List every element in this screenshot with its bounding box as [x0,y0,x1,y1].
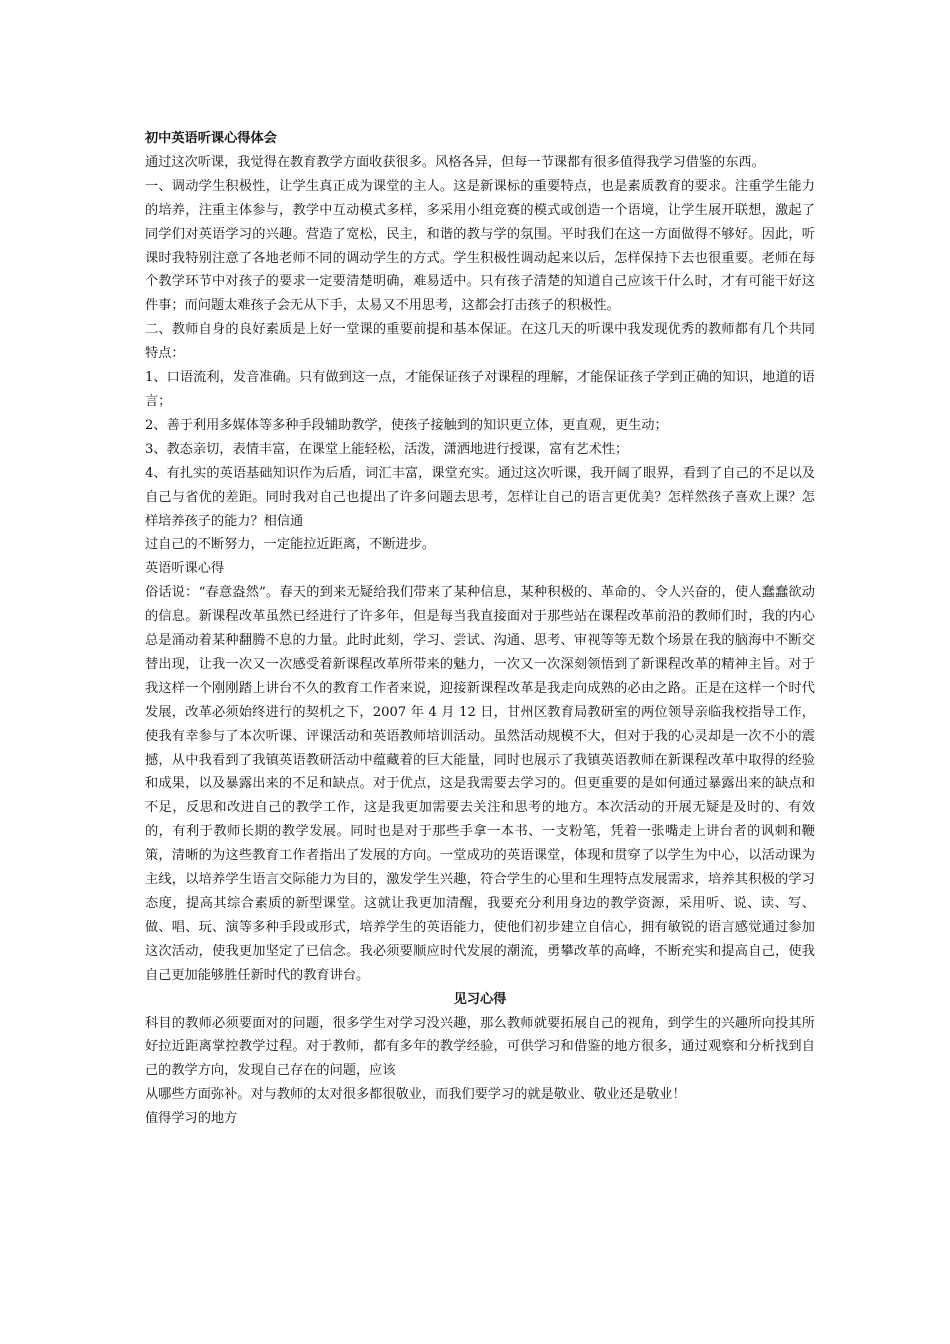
paragraph-internship: 科目的教师必须要面对的问题，很多学生对学习没兴趣，那么教师就要拓展自己的视角，到学生的兴趣所向投其所好拉近距离掌控教学过程。对于教师，都有多年的教学经验，可供学习和借鉴的地方很多，通过观察和分析找到自己的教学方向，发现自己存在的问题，应该 [145,1015,815,1079]
paragraph-intro: 通过这次听课，我觉得在教育教学方面收获很多。风格各异，但每一节课都有很多值得我学习借鉴的东西。 [145,154,765,170]
document-page [145,127,815,1131]
paragraph-point-two: 二、教师自身的良好素质是上好一堂课的重要前提和基本保证。在这几天的听课中我发现优秀的教师都有几个共同特点： [145,322,815,362]
document-title: 初中英语听课心得体会 [145,131,277,146]
list-item-4: 4、有扎实的英语基础知识作为后盾，词汇丰富，课堂充实。通过这次听课，我开阔了眼界，看到了自己的不足以及自己与省优的差距。同时我对自己也提出了许多问题去思考，怎样让自己的语言更优美？怎样然孩子喜欢上课？怎样培养孩子的能力？相信通 [145,465,815,529]
paragraph-internship-continued: 从哪些方面弥补。对与教师的太对很多都很敬业，而我们要学习的就是敬业、敬业还是敬业！ [145,1087,686,1103]
paragraph-worth-learning: 值得学习的地方 [145,1111,238,1127]
list-item-2: 2、善于利用多媒体等多种手段辅助教学，使孩子接触到的知识更立体，更直观，更生动； [145,417,668,433]
paragraph-point-one: 一、调动学生积极性，让学生真正成为课堂的主人。这是新课标的重要特点，也是素质教育的要求。注重学生能力的培养，注重主体参与，教学中互动模式多样，多采用小组竞赛的模式或创造一个语境，让学生展开联想，激起了同学们对英语学习的兴趣。营造了宽松，民主，和谐的教与学的氛围。平时我们在这一方面做得不够好。因此，听课时我特别注意了各地老师不同的调动学生的方式。学生积极性调动起来以后，怎样保持下去也很重要。老师在每个教学环节中对孩子的要求一定要清楚明确，难易适中。只有孩子清楚的知道自己应该干什么时，才有可能干好这件事；而问题太难孩子会无从下手，太易又不用思考，这都会打击孩子的积极性。 [145,178,815,314]
list-item-1: 1、口语流利，发音准确。只有做到这一点，才能保证孩子对课程的理解，才能保证孩子学到正确的知识，地道的语言； [145,370,815,409]
section-title: 见习心得 [453,991,507,1007]
paragraph-proverb-essay: 俗话说：“春意盎然”。春天的到来无疑给我们带来了某种信息，某种积极的、革命的、令人兴奋的，使人蠢蠢欲动的信息。新课程改革虽然已经进行了许多年，但是每当我直接面对于那些站在课程改革前沿的教师们时，我的内心总是涌动着某种翻腾不息的力量。此时此刻，学习、尝试、沟通、思考、审视等等无数个场景在我的脑海中不断交替出现，让我一次又一次感受着新课程改革所带来的魅力，一次又一次深刻领悟到了新课程改革的精神主旨。对于我这样一个刚刚踏上讲台不久的教育工作者来说，迎接新课程改革是我走向成熟的必由之路。正是在这样一个时代发展，改革必须始终进行的契机之下，2007 年 4 月 12 日，甘州区教育局教研室的两位领导亲临我校指导工作，使我有幸参与了本次听课、评课活动和英语教师培训活动。虽然活动规模不大，但对于我的心灵却是一次不小的震撼，从中我看到了我镇英语教研活动中蕴藏着的巨大能量，同时也展示了我镇英语教师在新课程改革中取得的经验和成果，以及暴露出来的不足和缺点。对于优点，这是我需要去学习的。但更重要的是如何通过暴露出来的缺点和不足，反思和改进自己的教学工作，这是我更加需要去关注和思考的地方。本次活动的开展无疑是及时的、有效的，有利于教师长期的教学发展。同时也是对于那些手拿一本书、一支粉笔，凭着一张嘴走上讲台者的讽刺和鞭策，清晰的为这些教育工作者指出了发展的方向。一堂成功的英语课堂，体现和贯穿了以学生为中心，以活动课为主线，以培养学生语言交际能力为目的，激发学生兴趣，符合学生的心里和生理特点发展需求，培养其积极的学习态度，提高其综合素质的新型课堂。这就让我更加清醒，我要充分利用身边的教学资源，采用听、说、读、写、做、唱、玩、演等多种手段或形式，培养学生的英语能力，使他们初步建立自信心，拥有敏锐的语言感觉通过参加这次活动，使我更加坚定了已信念。我必须要顺应时代发展的潮流，勇攀改革的高峰，不断充实和提高自己，使我自己更加能够胜任新时代的教育讲台。 [145,585,815,983]
list-item-3: 3、教态亲切，表情丰富，在课堂上能轻松，活泼，潇洒地进行授课，富有艺术性； [145,441,629,457]
subheading-listening-notes: 英语听课心得 [145,561,225,577]
paragraph-continuation: 过自己的不断努力，一定能拉近距离，不断进步。 [145,537,436,553]
